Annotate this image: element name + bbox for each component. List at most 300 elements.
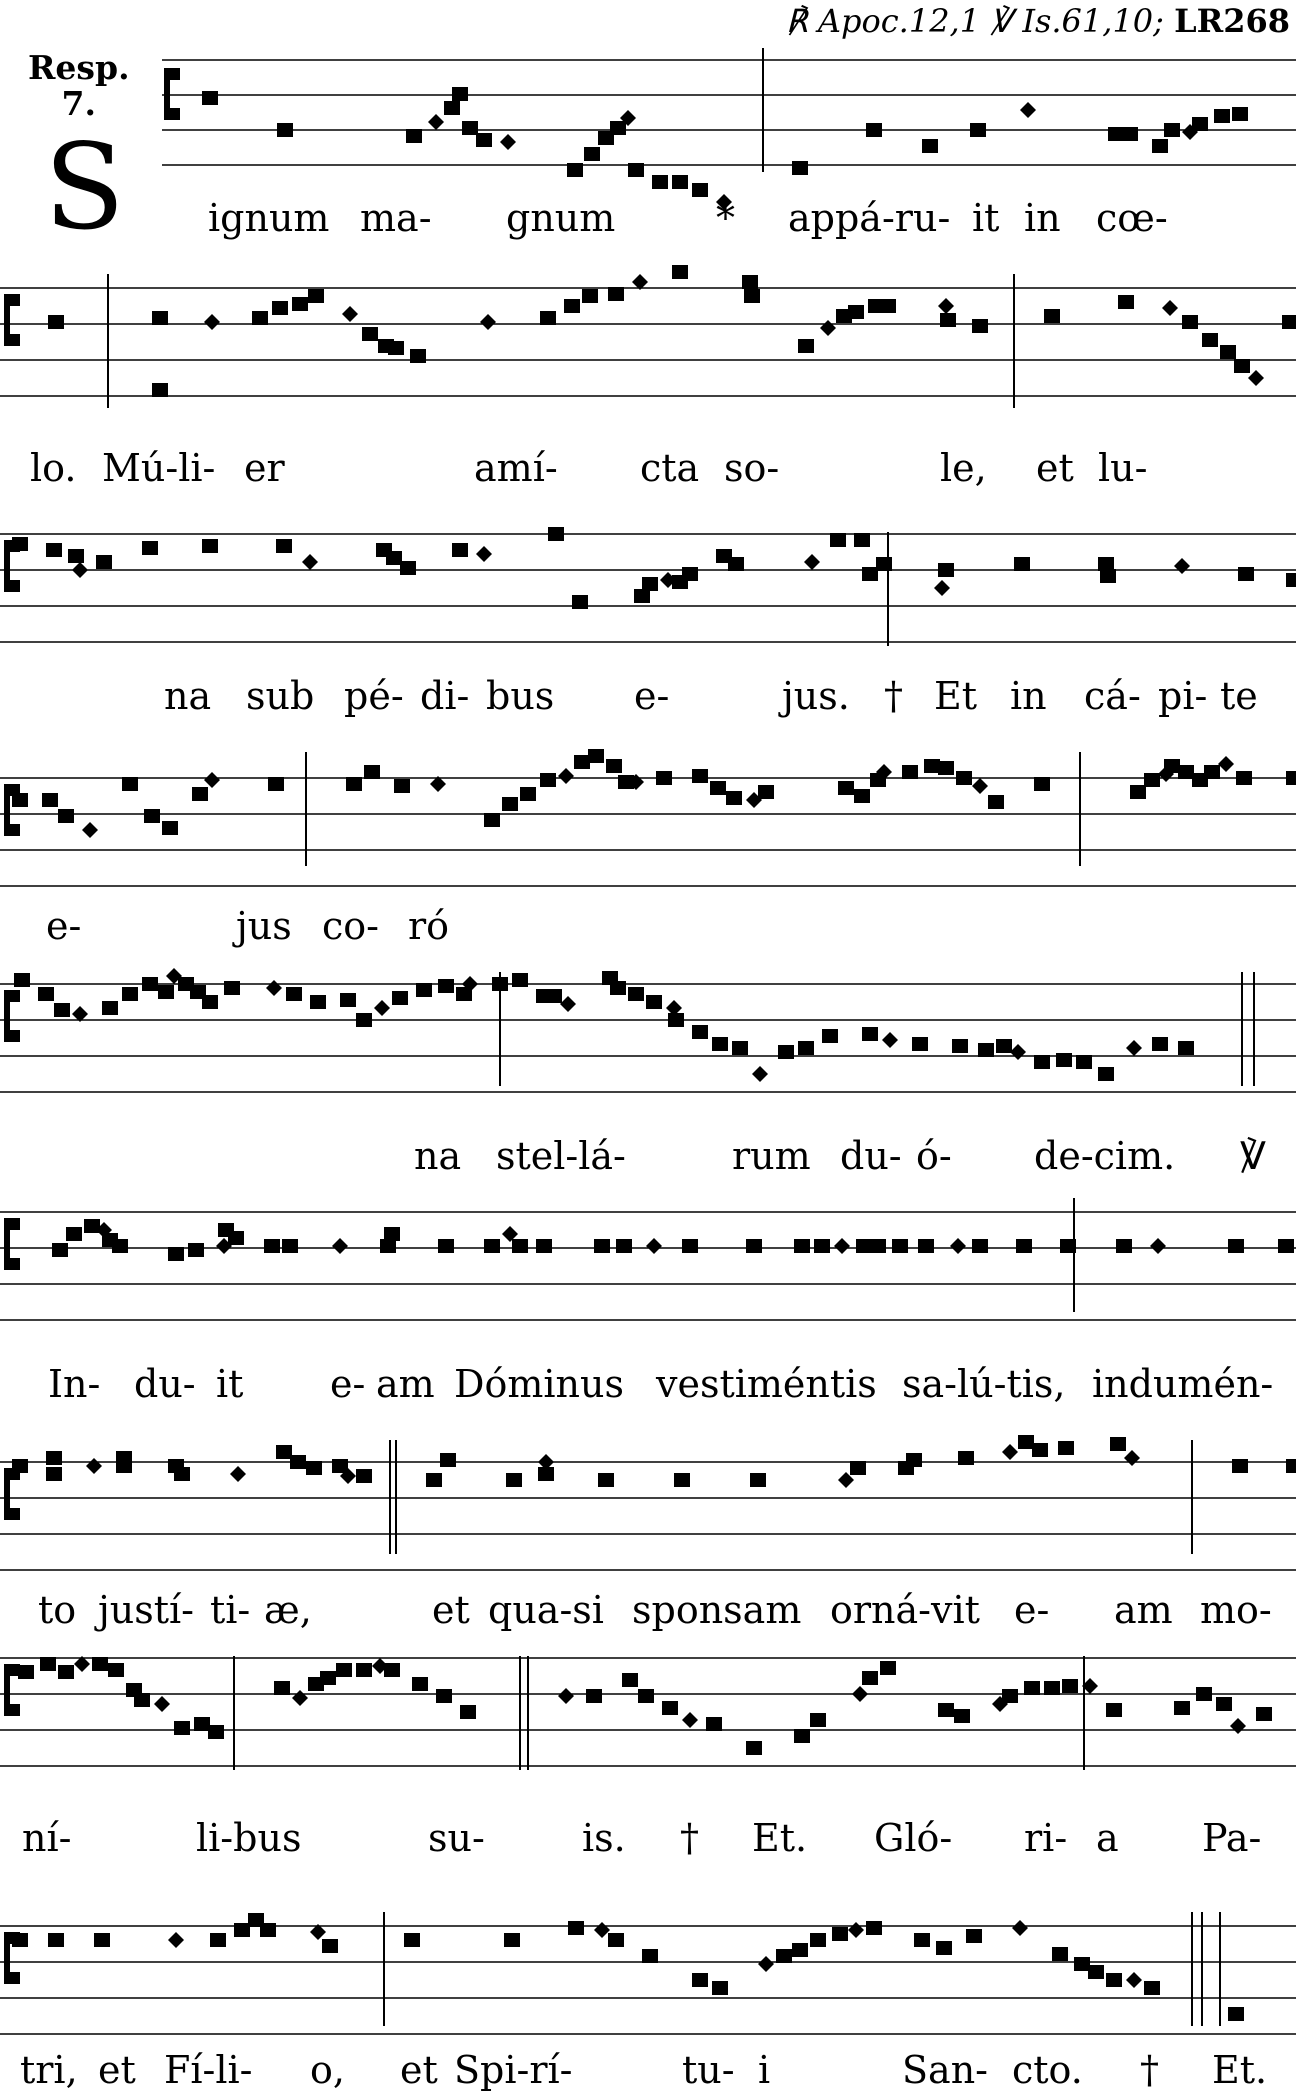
punctum-note bbox=[152, 383, 168, 397]
staff-8-notation bbox=[0, 1648, 1296, 1778]
punctum-note bbox=[850, 1461, 866, 1475]
staff-lines bbox=[0, 1462, 1296, 1570]
syllable: æ, bbox=[264, 1588, 312, 1632]
punctum-note bbox=[1238, 567, 1254, 581]
source-reference bbox=[786, 2, 1290, 40]
rhombus-note bbox=[682, 1712, 698, 1728]
punctum-note bbox=[712, 1981, 728, 1995]
syllable: jus bbox=[236, 904, 292, 948]
punctum-note bbox=[122, 777, 138, 791]
punctum-note bbox=[18, 1665, 34, 1679]
punctum-note bbox=[1164, 759, 1180, 773]
rhombus-note bbox=[204, 772, 220, 788]
syllable: in bbox=[1024, 196, 1061, 240]
punctum-note bbox=[792, 1943, 808, 1957]
lyrics-line-1 bbox=[0, 196, 1296, 246]
punctum-note bbox=[252, 311, 268, 325]
punctum-note bbox=[1232, 107, 1248, 121]
syllable: et bbox=[400, 2048, 438, 2092]
punctum-note bbox=[1164, 123, 1180, 137]
punctum-note bbox=[1174, 1701, 1190, 1715]
punctum-note bbox=[142, 977, 158, 991]
punctum-note bbox=[978, 1043, 994, 1057]
syllable: cá- bbox=[1084, 674, 1141, 718]
syllable: orná-vit bbox=[830, 1588, 980, 1632]
punctum-note bbox=[866, 123, 882, 137]
punctum-note bbox=[922, 139, 938, 153]
punctum-note bbox=[452, 543, 468, 557]
punctum-note bbox=[438, 1239, 454, 1253]
punctum-note bbox=[1018, 1435, 1034, 1449]
lyrics-line-8 bbox=[0, 1816, 1296, 1866]
rhombus-note bbox=[558, 1688, 574, 1704]
punctum-note bbox=[277, 123, 293, 137]
punctum-note bbox=[1056, 1053, 1072, 1067]
punctum-note bbox=[174, 1721, 190, 1735]
punctum-note bbox=[1016, 1239, 1032, 1253]
neume-group bbox=[12, 1912, 1244, 2026]
punctum-note bbox=[692, 769, 708, 783]
staff-4 bbox=[0, 744, 1296, 874]
punctum-note bbox=[48, 315, 64, 329]
punctum-note bbox=[642, 577, 658, 591]
syllable: Et. bbox=[752, 1816, 808, 1860]
syllable: na bbox=[414, 1134, 462, 1178]
punctum-note bbox=[938, 563, 954, 577]
punctum-note bbox=[940, 313, 956, 327]
syllable: Fí-li- bbox=[164, 2048, 253, 2092]
asterisk: * bbox=[716, 196, 735, 240]
syllable: it bbox=[216, 1362, 244, 1406]
staff-4-notation bbox=[0, 744, 1296, 874]
rhombus-note bbox=[834, 1238, 850, 1254]
punctum-note bbox=[484, 813, 500, 827]
c-clef bbox=[4, 784, 20, 836]
rhombus-note bbox=[266, 980, 282, 996]
syllable: du- bbox=[840, 1134, 902, 1178]
punctum-note bbox=[134, 1693, 150, 1707]
punctum-note bbox=[958, 1451, 974, 1465]
punctum-note bbox=[1282, 315, 1296, 329]
staff-lines bbox=[0, 288, 1296, 396]
punctum-note bbox=[290, 1455, 306, 1469]
punctum-note bbox=[892, 1239, 908, 1253]
punctum-note bbox=[440, 1453, 456, 1467]
syllable: Spi-rí- bbox=[454, 2048, 573, 2092]
punctum-note bbox=[856, 1239, 872, 1253]
staff-2-notation bbox=[0, 266, 1296, 416]
punctum-note bbox=[286, 987, 302, 1001]
c-clef bbox=[4, 1218, 20, 1270]
punctum-note bbox=[866, 1921, 882, 1935]
syllable: ri- bbox=[1024, 1816, 1068, 1860]
punctum-note bbox=[502, 797, 518, 811]
punctum-note bbox=[540, 311, 556, 325]
rhombus-note bbox=[72, 562, 88, 578]
punctum-note bbox=[646, 995, 662, 1009]
punctum-note bbox=[540, 773, 556, 787]
punctum-note bbox=[1232, 1459, 1248, 1473]
punctum-note bbox=[394, 779, 410, 793]
punctum-note bbox=[1122, 127, 1138, 141]
punctum-note bbox=[1062, 1679, 1078, 1693]
punctum-note bbox=[794, 1239, 810, 1253]
punctum-note bbox=[444, 101, 460, 115]
punctum-note bbox=[1178, 1041, 1194, 1055]
syllable: Gló- bbox=[874, 1816, 953, 1860]
punctum-note bbox=[1106, 1703, 1122, 1717]
punctum-note bbox=[972, 1239, 988, 1253]
punctum-note bbox=[1116, 1239, 1132, 1253]
staff-lines bbox=[0, 1658, 1296, 1766]
punctum-note bbox=[340, 993, 356, 1007]
punctum-note bbox=[672, 265, 688, 279]
punctum-note bbox=[608, 287, 624, 301]
punctum-note bbox=[692, 1025, 708, 1039]
syllable: lu- bbox=[1098, 446, 1148, 490]
punctum-note bbox=[174, 1467, 190, 1481]
syllable: ti- bbox=[210, 1588, 251, 1632]
lyrics-line-6 bbox=[0, 1362, 1296, 1412]
punctum-note bbox=[386, 551, 402, 565]
neume-group bbox=[14, 968, 1254, 1086]
punctum-note bbox=[924, 759, 940, 773]
syllable: ró bbox=[408, 904, 450, 948]
punctum-note bbox=[384, 1227, 400, 1241]
staff-3 bbox=[0, 524, 1296, 654]
punctum-note bbox=[972, 319, 988, 333]
punctum-note bbox=[268, 777, 284, 791]
lyrics-line-9 bbox=[0, 2048, 1296, 2098]
punctum-note bbox=[1144, 773, 1160, 787]
punctum-note bbox=[1236, 771, 1252, 785]
punctum-note bbox=[410, 349, 426, 363]
punctum-note bbox=[746, 1239, 762, 1253]
lyrics-line-2 bbox=[0, 446, 1296, 496]
punctum-note bbox=[726, 791, 742, 805]
punctum-note bbox=[606, 759, 622, 773]
punctum-note bbox=[794, 1729, 810, 1743]
dagger: † bbox=[680, 1816, 699, 1860]
punctum-note bbox=[876, 557, 892, 571]
staff-6 bbox=[0, 1190, 1296, 1320]
punctum-note bbox=[608, 1933, 624, 1947]
punctum-note bbox=[1202, 333, 1218, 347]
punctum-note bbox=[880, 1661, 896, 1675]
rhombus-note bbox=[934, 580, 950, 596]
syllable: Et. bbox=[1212, 2048, 1268, 2092]
versicle-sign: ℣ bbox=[1240, 1134, 1266, 1178]
punctum-note bbox=[14, 973, 30, 987]
syllable: er bbox=[244, 446, 285, 490]
punctum-note bbox=[822, 1029, 838, 1043]
punctum-note bbox=[1286, 1459, 1296, 1473]
punctum-note bbox=[536, 1239, 552, 1253]
punctum-note bbox=[1214, 109, 1230, 123]
rhombus-note bbox=[752, 1066, 768, 1082]
punctum-note bbox=[520, 787, 536, 801]
punctum-note bbox=[996, 1039, 1012, 1053]
rhombus-note bbox=[1218, 756, 1234, 772]
scripture-reference: ℟ Apoc.12,1 ℣ Is.61,10; bbox=[785, 2, 1164, 40]
syllable: di- bbox=[420, 674, 470, 718]
rhombus-note bbox=[500, 134, 516, 150]
staff-7-notation bbox=[0, 1432, 1296, 1562]
punctum-note bbox=[546, 989, 562, 1003]
rhombus-note bbox=[374, 1000, 390, 1016]
punctum-note bbox=[862, 1671, 878, 1685]
punctum-note bbox=[586, 1689, 602, 1703]
punctum-note bbox=[572, 595, 588, 609]
rhombus-note bbox=[230, 1466, 246, 1482]
syllable: In- bbox=[48, 1362, 101, 1406]
punctum-note bbox=[58, 1665, 74, 1679]
punctum-note bbox=[310, 995, 326, 1009]
punctum-note bbox=[574, 755, 590, 769]
syllable: sa-lú-tis, bbox=[902, 1362, 1066, 1406]
punctum-note bbox=[356, 1663, 372, 1677]
syllable: co- bbox=[322, 904, 379, 948]
rhombus-note bbox=[332, 1238, 348, 1254]
punctum-note bbox=[58, 809, 74, 823]
punctum-note bbox=[404, 1933, 420, 1947]
punctum-note bbox=[706, 1717, 722, 1731]
punctum-note bbox=[46, 1467, 62, 1481]
syllable: bus bbox=[486, 674, 555, 718]
punctum-note bbox=[162, 821, 178, 835]
syllable: e- bbox=[330, 1362, 366, 1406]
punctum-note bbox=[192, 787, 208, 801]
syllable: et bbox=[432, 1588, 470, 1632]
punctum-note bbox=[862, 567, 878, 581]
punctum-note bbox=[1076, 1055, 1092, 1069]
punctum-note bbox=[452, 87, 468, 101]
syllable: le, bbox=[940, 446, 987, 490]
syllable: cto. bbox=[1012, 2048, 1083, 2092]
punctum-note bbox=[484, 1239, 500, 1253]
punctum-note bbox=[810, 1933, 826, 1947]
punctum-note bbox=[988, 795, 1004, 809]
punctum-note bbox=[1014, 557, 1030, 571]
punctum-note bbox=[1098, 557, 1114, 571]
syllable: su- bbox=[428, 1816, 485, 1860]
punctum-note bbox=[628, 987, 644, 1001]
punctum-note bbox=[12, 1933, 28, 1947]
syllable: tri, bbox=[20, 2048, 78, 2092]
dagger: † bbox=[884, 674, 903, 718]
syllable: sub bbox=[246, 674, 315, 718]
punctum-note bbox=[1152, 1037, 1168, 1051]
chant-number: 7. bbox=[61, 84, 96, 123]
punctum-note bbox=[1196, 1687, 1212, 1701]
punctum-note bbox=[567, 163, 583, 177]
punctum-note bbox=[234, 1923, 250, 1937]
staff-lines bbox=[0, 1212, 1296, 1320]
punctum-note bbox=[1178, 765, 1194, 779]
punctum-note bbox=[202, 995, 218, 1009]
punctum-note bbox=[210, 1933, 226, 1947]
punctum-note bbox=[1044, 309, 1060, 323]
syllable: rum bbox=[732, 1134, 811, 1178]
rhombus-note bbox=[594, 1922, 610, 1938]
syllable: it bbox=[972, 196, 1000, 240]
punctum-note bbox=[438, 979, 454, 993]
punctum-note bbox=[1044, 1681, 1060, 1695]
syllable: Mú-li- bbox=[102, 446, 216, 490]
punctum-note bbox=[460, 1705, 476, 1719]
punctum-note bbox=[92, 1657, 108, 1671]
punctum-note bbox=[1130, 785, 1146, 799]
punctum-note bbox=[208, 1725, 224, 1739]
punctum-note bbox=[966, 1929, 982, 1943]
punctum-note bbox=[506, 1473, 522, 1487]
punctum-note bbox=[742, 275, 758, 289]
punctum-note bbox=[854, 789, 870, 803]
punctum-note bbox=[838, 781, 854, 795]
rhombus-note bbox=[558, 768, 574, 784]
punctum-note bbox=[462, 121, 478, 135]
punctum-note bbox=[202, 91, 218, 105]
punctum-note bbox=[388, 341, 404, 355]
punctum-note bbox=[832, 1927, 848, 1941]
punctum-note bbox=[46, 543, 62, 557]
rhombus-note bbox=[292, 1690, 308, 1706]
neume-group bbox=[202, 48, 1248, 210]
punctum-note bbox=[46, 1451, 62, 1465]
punctum-note bbox=[616, 1239, 632, 1253]
punctum-note bbox=[346, 777, 362, 791]
punctum-note bbox=[188, 1243, 204, 1257]
lyrics-line-5 bbox=[0, 1134, 1296, 1184]
punctum-note bbox=[732, 1041, 748, 1055]
punctum-note bbox=[194, 1717, 210, 1731]
punctum-note bbox=[12, 793, 28, 807]
rhombus-note bbox=[1162, 300, 1178, 316]
punctum-note bbox=[356, 1469, 372, 1483]
syllable: justí- bbox=[98, 1588, 195, 1632]
rhombus-note bbox=[1174, 558, 1190, 574]
syllable: e- bbox=[634, 674, 670, 718]
punctum-note bbox=[322, 1939, 338, 1953]
punctum-note bbox=[1052, 1947, 1068, 1961]
punctum-note bbox=[1002, 1689, 1018, 1703]
punctum-note bbox=[854, 533, 870, 547]
punctum-note bbox=[96, 555, 112, 569]
neume-group bbox=[12, 527, 1296, 646]
punctum-note bbox=[938, 1703, 954, 1717]
punctum-note bbox=[108, 1663, 124, 1677]
syllable: indumén- bbox=[1092, 1362, 1274, 1406]
syllable: pé- bbox=[344, 674, 404, 718]
rhombus-note bbox=[882, 1032, 898, 1048]
punctum-note bbox=[584, 147, 600, 161]
syllable: et bbox=[98, 2048, 136, 2092]
syllable: ní- bbox=[22, 1816, 72, 1860]
rhombus-note bbox=[1124, 1450, 1140, 1466]
punctum-note bbox=[12, 1459, 28, 1473]
book-reference: LR268 bbox=[1174, 2, 1290, 40]
neume-group bbox=[12, 1435, 1296, 1554]
punctum-note bbox=[870, 1239, 886, 1253]
rhombus-note bbox=[1010, 1044, 1026, 1060]
staff-9 bbox=[0, 1904, 1296, 2034]
syllable: Pa- bbox=[1202, 1816, 1262, 1860]
punctum-note bbox=[728, 557, 744, 571]
punctum-note bbox=[598, 1473, 614, 1487]
punctum-note bbox=[642, 1949, 658, 1963]
syllable: am bbox=[376, 1362, 435, 1406]
rhombus-note bbox=[646, 1238, 662, 1254]
staff-1 bbox=[0, 40, 1296, 180]
syllable: a bbox=[1096, 1816, 1119, 1860]
punctum-note bbox=[610, 121, 626, 135]
punctum-note bbox=[416, 983, 432, 997]
syllable: sponsam bbox=[632, 1588, 802, 1632]
punctum-note bbox=[116, 1451, 132, 1465]
c-clef bbox=[4, 1664, 20, 1716]
punctum-note bbox=[1144, 1981, 1160, 1995]
punctum-note bbox=[672, 175, 688, 189]
punctum-note bbox=[814, 1239, 830, 1253]
initial-letter: S bbox=[44, 118, 125, 256]
punctum-note bbox=[778, 1045, 794, 1059]
staff-3-notation bbox=[0, 524, 1296, 654]
punctum-note bbox=[1228, 1239, 1244, 1253]
punctum-note bbox=[1192, 117, 1208, 131]
rhombus-note bbox=[1126, 1040, 1142, 1056]
punctum-note bbox=[264, 1239, 280, 1253]
rhombus-note bbox=[820, 320, 836, 336]
syllable: gnum bbox=[506, 196, 616, 240]
rhombus-note bbox=[1230, 1718, 1246, 1734]
rhombus-note bbox=[86, 1458, 102, 1474]
syllable: du- bbox=[134, 1362, 196, 1406]
punctum-note bbox=[308, 289, 324, 303]
punctum-note bbox=[936, 1941, 952, 1955]
c-clef bbox=[4, 294, 20, 346]
syllable: cœ- bbox=[1096, 196, 1168, 240]
punctum-note bbox=[1216, 1697, 1232, 1711]
punctum-note bbox=[306, 1461, 322, 1475]
staff-9-notation bbox=[0, 1904, 1296, 2034]
syllable: ignum bbox=[208, 196, 330, 240]
punctum-note bbox=[142, 541, 158, 555]
punctum-note bbox=[582, 289, 598, 303]
punctum-note bbox=[1108, 127, 1124, 141]
rhombus-note bbox=[1150, 1238, 1166, 1254]
punctum-note bbox=[656, 771, 672, 785]
rhombus-note bbox=[1248, 370, 1264, 386]
syllable: Dóminus bbox=[454, 1362, 624, 1406]
punctum-note bbox=[952, 1039, 968, 1053]
punctum-note bbox=[392, 991, 408, 1005]
punctum-note bbox=[276, 1445, 292, 1459]
punctum-note bbox=[1256, 1707, 1272, 1721]
rhombus-note bbox=[154, 1696, 170, 1712]
punctum-note bbox=[1204, 765, 1220, 779]
punctum-note bbox=[634, 589, 650, 603]
punctum-note bbox=[652, 175, 668, 189]
syllable: mo- bbox=[1200, 1588, 1272, 1632]
neume-group bbox=[52, 1198, 1294, 1312]
punctum-note bbox=[336, 1663, 352, 1677]
syllable: so- bbox=[724, 446, 780, 490]
punctum-note bbox=[12, 537, 28, 551]
genre-label: Resp. bbox=[28, 48, 130, 87]
dagger: † bbox=[1140, 2048, 1159, 2092]
syllable: de-cim. bbox=[1034, 1134, 1176, 1178]
lyrics-line-4 bbox=[0, 904, 1296, 954]
